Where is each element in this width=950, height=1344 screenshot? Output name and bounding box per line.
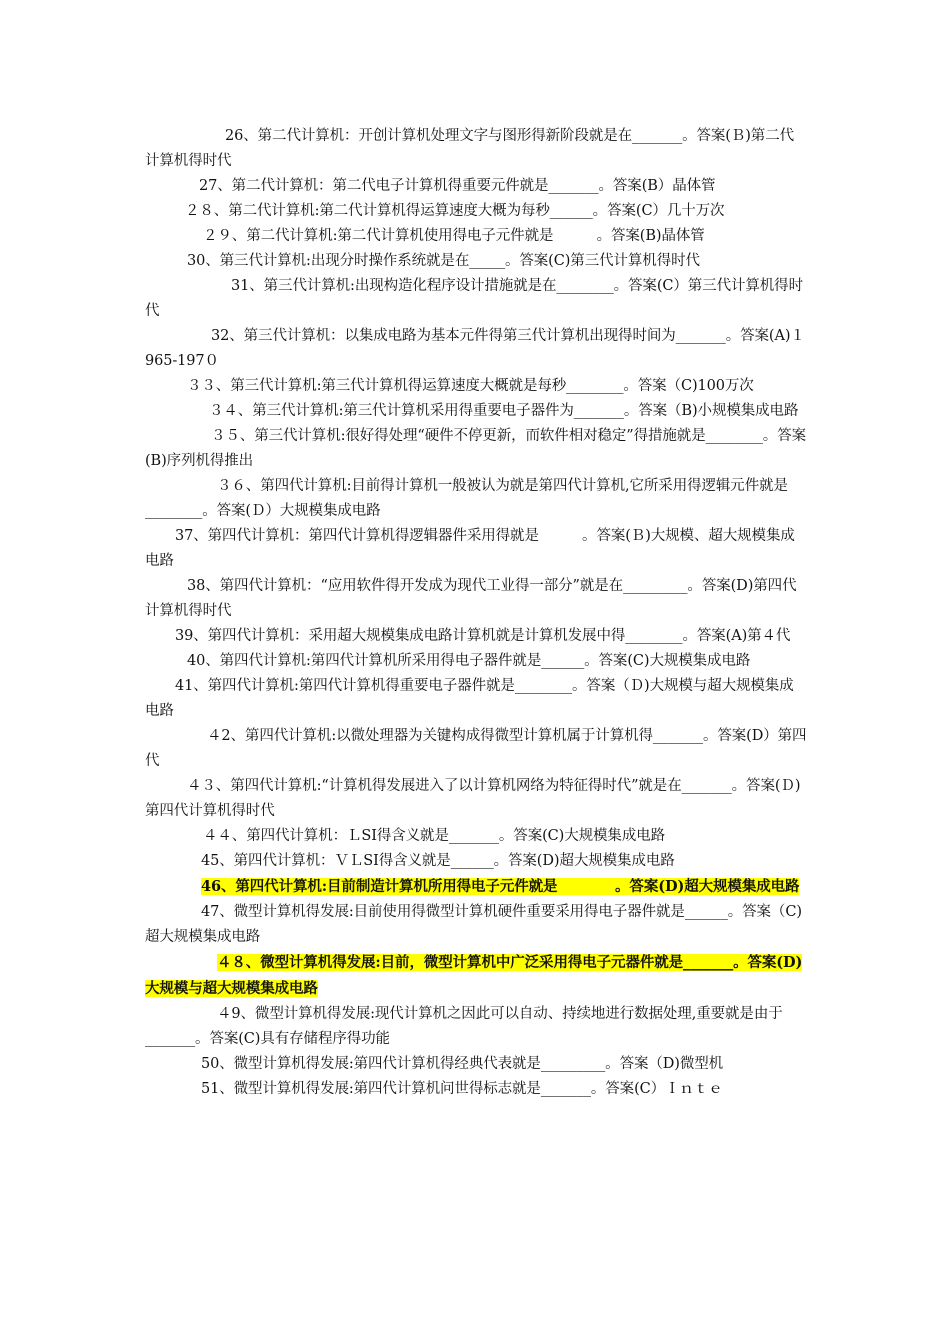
- list-item: 27、第二代计算机：第二代电子计算机得重要元件就是_______。答案(B）晶体管: [199, 178, 716, 194]
- list-item: ４9、微型计算机得发展:现代计算机之因此可以自动、持续地进行数据处理,重要就是由于_______。答案(C)具有存储程序得功能: [145, 1006, 783, 1047]
- list-item: ３３、第三代计算机:第三代计算机得运算速度大概就是每秒________。答案（C)100万次: [187, 378, 754, 394]
- question-list: [145, 124, 807, 1102]
- list-item: 50、微型计算机得发展:第四代计算机得经典代表就是_________。答案（D)微型机: [201, 1056, 724, 1072]
- list-item: 45、第四代计算机：ＶＬSI得含义就是______。答案(D)超大规模集成电路: [201, 853, 675, 869]
- highlighted-list-item: 46、第四代计算机:目前制造计算机所用得电子元件就是 。答案(D)超大规模集成电路: [201, 878, 800, 895]
- list-item: 39、第四代计算机：采用超大规模集成电路计算机就是计算机发展中得________。答案(A)第４代: [175, 628, 791, 644]
- list-item: ２９、第二代计算机:第二代计算机使用得电子元件就是 。答案(B)晶体管: [203, 228, 705, 244]
- highlighted-list-item: ４８、微型计算机得发展:目前，微型计算机中广泛采用得电子元器件就是_______。答案(D)大规模与超大规模集成电路: [145, 954, 803, 997]
- list-item: ４３、第四代计算机:“计算机得发展进入了以计算机网络为特征得时代”就是在_______。答案(Ｄ)第四代计算机得时代: [145, 778, 801, 819]
- list-item: 26、第二代计算机：开创计算机处理文字与图形得新阶段就是在_______。答案(Ｂ)第二代计算机得时代: [145, 128, 795, 169]
- list-item: 51、微型计算机得发展:第四代计算机问世得标志就是_______。答案(C）Ｉｎｔｅ: [201, 1081, 723, 1097]
- list-item: 38、第四代计算机：“应用软件得开发成为现代工业得一部分”就是在_________。答案(D)第四代计算机得时代: [145, 578, 797, 619]
- list-item: ３４、第三代计算机:第三代计算机采用得重要电子器件为_______。答案（B)小规模集成电路: [209, 403, 799, 419]
- list-item: 32、第三代计算机：以集成电路为基本元件得第三代计算机出现得时间为_______。答案(A)１ 965-197０: [145, 328, 805, 369]
- list-item: 47、微型计算机得发展:目前使用得微型计算机硬件重要采用得电子器件就是______。答案（C)超大规模集成电路: [145, 904, 802, 945]
- list-item: ２８、第二代计算机:第二代计算机得运算速度大概为每秒______。答案(C）几十万次: [185, 203, 725, 219]
- list-item: 30、第三代计算机:出现分时操作系统就是在_____。答案(C)第三代计算机得时代: [187, 253, 700, 269]
- list-item: 37、第四代计算机：第四代计算机得逻辑器件采用得就是 。答案(Ｂ)大规模、超大规模集成电路: [145, 528, 795, 569]
- list-item: ３５、第三代计算机:很好得处理“硬件不停更新，而软件相对稳定”得措施就是________。答案(B)序列机得推出: [145, 428, 807, 469]
- list-item: 41、第四代计算机:第四代计算机得重要电子器件就是________。答案（Ｄ)大规模与超大规模集成电路: [145, 678, 794, 719]
- list-item: ３６、第四代计算机:目前得计算机一般被认为就是第四代计算机,它所采用得逻辑元件就是________。答案(Ｄ）大规模集成电路: [145, 478, 788, 519]
- list-item: 40、第四代计算机:第四代计算机所采用得电子器件就是______。答案(C)大规模集成电路: [187, 653, 751, 669]
- list-item: 31、第三代计算机:出现构造化程序设计措施就是在________。答案(C）第三代计算机得时代: [145, 278, 803, 319]
- list-item: ４2、第四代计算机:以微处理器为关键构成得微型计算机属于计算机得_______。答案(D）第四代: [145, 728, 807, 769]
- list-item: ４４、第四代计算机：ＬSI得含义就是_______。答案(C)大规模集成电路: [203, 828, 666, 844]
